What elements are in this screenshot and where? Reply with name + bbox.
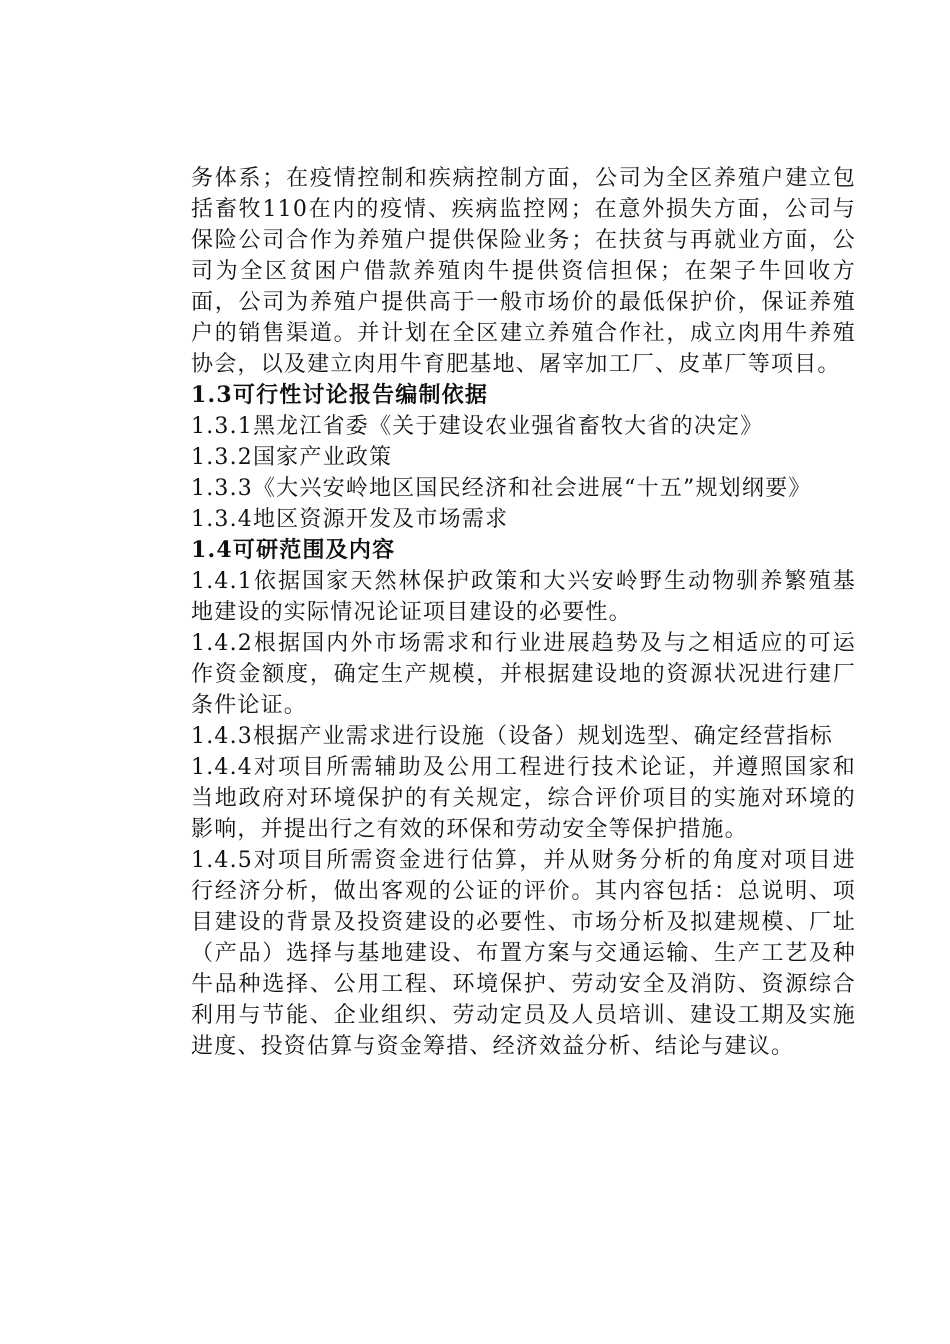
item-1-4-5: 1.4.5对项目所需资金进行估算，并从财务分析的角度对项目进行经济分析，做出客观的公证的评价。其内容包括：总说明、项目建设的背景及投资建设的必要性、市场分析及拟建规模、厂址（产品）选择与基地建设、布置方案与交通运输、生产工艺及种牛品种选择、公用工程、环境保护、劳动安全及消防、资源综合利用与节能、企业组织、劳动定员及人员培训、建设工期及实施进度、投资估算与资金筹措、经济效益分析、结论与建议。 — [191, 848, 856, 1059]
item-1-3-1: 1.3.1黑龙江省委《关于建设农业强省畜牧大省的决定》 — [191, 414, 764, 439]
section-heading-1-3: 1.3可行性讨论报告编制依据 — [191, 382, 489, 408]
section-heading-1-4: 1.4可研范围及内容 — [191, 537, 396, 563]
document-body — [191, 163, 856, 1062]
item-1-3-4: 1.3.4地区资源开发及市场需求 — [191, 507, 509, 532]
intro-paragraph: 务体系；在疫情控制和疾病控制方面，公司为全区养殖户建立包括畜牧110在内的疫情、疾病监控网；在意外损失方面，公司与保险公司合作为养殖户提供保险业务；在扶贫与再就业方面，公司为全区贫困户借款养殖肉牛提供资信担保；在架子牛回收方面，公司为养殖户提供高于一般市场价的最低保护价，保证养殖户的销售渠道。并计划在全区建立养殖合作社，成立肉用牛养殖协会，以及建立肉用牛育肥基地、屠宰加工厂、皮革厂等项目。 — [191, 166, 856, 377]
item-1-4-1: 1.4.1依据国家天然林保护政策和大兴安岭野生动物驯养繁殖基地建设的实际情况论证项目建设的必要性。 — [191, 569, 856, 625]
item-1-4-2: 1.4.2根据国内外市场需求和行业进展趋势及与之相适应的可运作资金额度，确定生产规模，并根据建设地的资源状况进行建厂条件论证。 — [191, 631, 856, 718]
item-1-4-4: 1.4.4对项目所需辅助及公用工程进行技术论证，并遵照国家和当地政府对环境保护的有关规定，综合评价项目的实施对环境的影响，并提出行之有效的环保和劳动安全等保护措施。 — [191, 755, 856, 842]
item-1-4-3: 1.4.3根据产业需求进行设施（设备）规划选型、确定经营指标 — [191, 724, 833, 749]
item-1-3-2: 1.3.2国家产业政策 — [191, 445, 393, 470]
item-1-3-3: 1.3.3《大兴安岭地区国民经济和社会进展“十五”规划纲要》 — [191, 476, 812, 501]
